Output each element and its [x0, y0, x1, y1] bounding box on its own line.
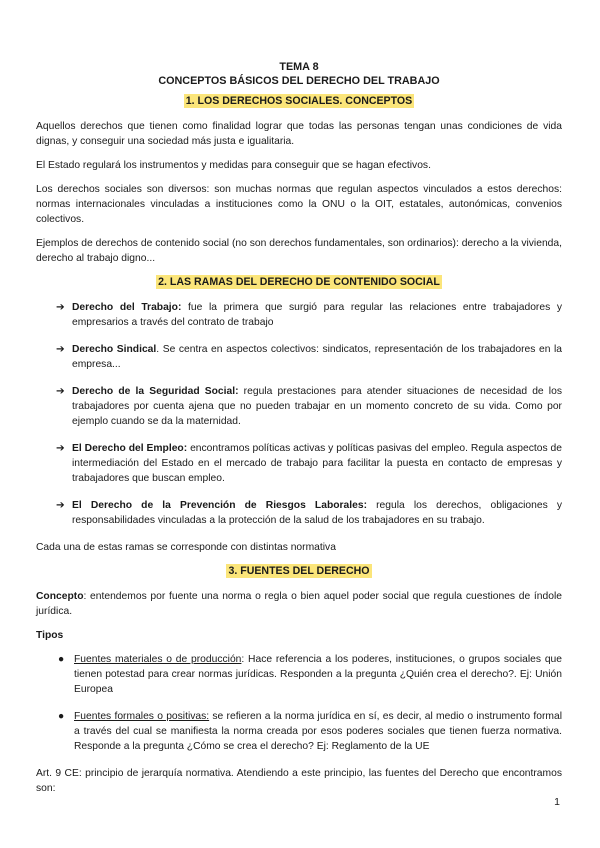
source-term: Fuentes formales o positivas:: [74, 711, 210, 722]
bullet-icon: ●: [58, 654, 65, 665]
arrow-icon: ➔: [56, 302, 65, 313]
branch-term: Derecho Sindical: [72, 344, 157, 355]
document-title: [36, 60, 562, 88]
arrow-icon: ➔: [56, 500, 65, 511]
branch-term: Derecho del Trabajo:: [72, 302, 182, 313]
title-line-2: CONCEPTOS BÁSICOS DEL DERECHO DEL TRABAJO: [158, 75, 440, 87]
section-3-closing: Art. 9 CE: principio de jerarquía normativa. Atendiendo a este principio, las fuentes del Derecho que encontramos son:: [36, 768, 562, 794]
list-item: [36, 342, 562, 372]
branch-text: encontramos políticas activas y políticas pasivas del empleo. Regula aspectos de intermediación del Estado en el mercado de trabajo para facilitar la puesta en contacto de empresas y trabajadores que buscan empleo.: [72, 443, 562, 484]
section-1-paragraph: Ejemplos de derechos de contenido social (no son derechos fundamentales, son ordinarios): derecho a la vivienda, derecho al trabajo digno...: [36, 238, 562, 264]
concept-paragraph: [36, 589, 562, 619]
title-line-1: TEMA 8: [279, 61, 319, 73]
branch-text: regula prestaciones para atender situaciones de necesidad de los trabajadores por cuenta ajena que no pueden trabajar en un momento concreto de su vida. Como por ejemplo cuando se da la maternidad.: [72, 386, 562, 427]
section-1-paragraph: Aquellos derechos que tienen como finalidad lograr que todas las personas tengan unas condiciones de vida dignas, y conseguir una sociedad más justa e igualitaria.: [36, 121, 562, 147]
page-content: [36, 60, 562, 805]
section-3-heading: 3. FUENTES DEL DERECHO: [228, 565, 370, 577]
source-term: Fuentes materiales o de producción: [74, 654, 242, 665]
list-item: [36, 300, 562, 330]
source-text: : Hace referencia a los poderes, instituciones, o grupos sociales que tienen potestad para crear normas jurídicas. Responden a la pregunta ¿Quién crea el derecho?. Ej: Unión Europea: [74, 654, 563, 695]
list-item: [36, 498, 562, 528]
section-2-closing: Cada una de estas ramas se corresponde con distintas normativa: [36, 542, 336, 553]
list-item: [36, 652, 562, 697]
branch-text: fue la primera que surgió para regular las relaciones entre trabajadores y empresarios a través del contrato de trabajo: [72, 302, 562, 328]
sources-list: [36, 652, 562, 754]
bullet-icon: ●: [58, 711, 65, 722]
arrow-icon: ➔: [56, 344, 65, 355]
section-1-paragraph: Los derechos sociales son diversos: son muchas normas que regulan aspectos vinculados a estos derechos: normas internacionales vinculadas a instituciones como la ONU o la OIT, estatales, autonómicas, convenios colectivos.: [36, 184, 562, 225]
source-text: se refieren a la norma jurídica en sí, es decir, al medio o instrumento formal a través del cual se manifiesta la norma creada por esos poderes sociales que tienen fuerza normativa. Responde a la pregunta ¿Cómo se crea el derecho? Ej: Reglamento de la UE: [74, 711, 563, 752]
list-item: [36, 441, 562, 486]
branches-list: [36, 300, 562, 528]
branch-term: El Derecho del Empleo:: [72, 443, 188, 454]
page-number: 1: [554, 796, 560, 808]
section-1-heading: 1. LOS DERECHOS SOCIALES. CONCEPTOS: [185, 95, 413, 107]
arrow-icon: ➔: [56, 386, 65, 397]
section-2-heading: 2. LAS RAMAS DEL DERECHO DE CONTENIDO SOCIAL: [158, 276, 440, 288]
branch-term: El Derecho de la Prevención de Riesgos Laborales:: [72, 500, 368, 511]
branch-term: Derecho de la Seguridad Social:: [72, 386, 239, 397]
branch-text: regula los derechos, obligaciones y responsabilidades vinculadas a la protección de la salud de los trabajadores en su trabajo.: [72, 500, 562, 526]
branch-text: . Se centra en aspectos colectivos: sindicatos, representación de los trabajadores en la empresa...: [72, 344, 563, 370]
list-item: [36, 384, 562, 429]
concept-term: Concepto: [36, 591, 84, 602]
arrow-icon: ➔: [56, 443, 65, 454]
section-1-paragraph: El Estado regulará los instrumentos y medidas para conseguir que se hagan efectivos.: [36, 160, 431, 171]
list-item: [36, 709, 562, 754]
tipos-label: Tipos: [36, 630, 64, 641]
concept-text: : entendemos por fuente una norma o regla o bien aquel poder social que regula cuestiones de índole jurídica.: [36, 591, 562, 617]
